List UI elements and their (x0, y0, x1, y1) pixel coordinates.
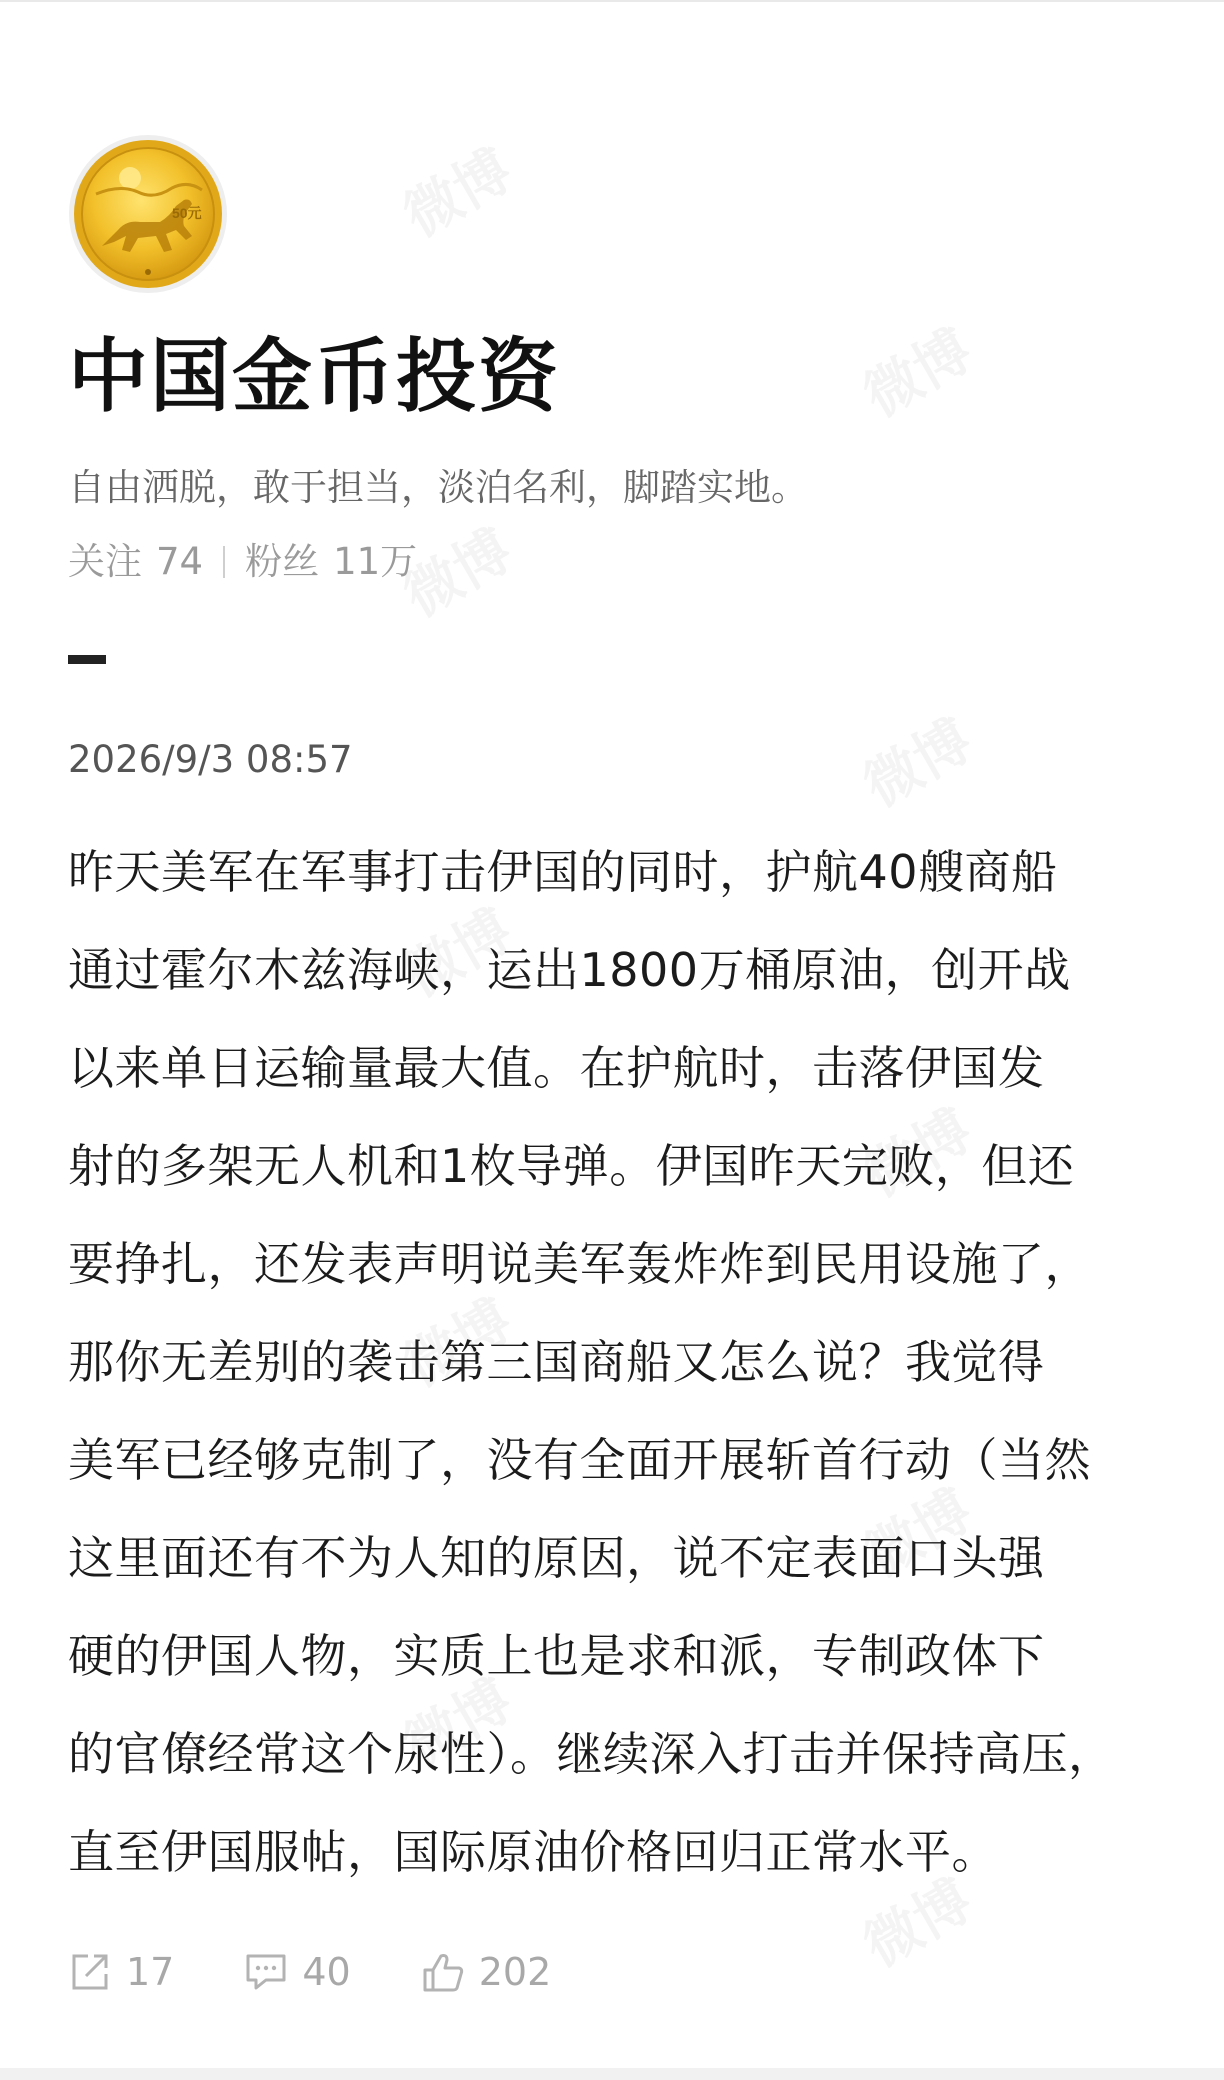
post-line: 要挣扎，还发表声明说美军轰炸炸到民用设施了， (68, 1237, 1091, 1291)
followers-label: 粉丝 (245, 540, 320, 583)
followers-link[interactable] (245, 532, 417, 592)
post-line: 射的多架无人机和1枚导弹。伊国昨天完败，但还 (68, 1139, 1075, 1193)
bottom-bar (0, 2068, 1224, 2080)
post-line: 美军已经够克制了，没有全面开展斩首行动（当然 (68, 1433, 1091, 1487)
repost-button[interactable] (68, 1950, 174, 1994)
post-line: 硬的伊国人物，实质上也是求和派，专制政体下 (68, 1629, 1045, 1683)
following-count: 74 (156, 540, 204, 583)
post-actions (68, 1950, 621, 1994)
section-divider (68, 655, 106, 664)
avatar[interactable] (68, 134, 228, 294)
post-timestamp: 2026/9/3 08:57 (68, 738, 353, 781)
post-line: 的官僚经常这个尿性）。继续深入打击并保持高压， (68, 1727, 1115, 1781)
comment-button[interactable] (244, 1950, 350, 1994)
profile-bio: 自由洒脱，敢于担当，淡泊名利，脚踏实地。 (68, 466, 808, 509)
followers-count: 11万 (333, 540, 418, 583)
thumbs-up-icon (421, 1950, 465, 1994)
post-line: 直至伊国服帖，国际原油价格回归正常水平。 (68, 1825, 998, 1879)
coin-denomination: 50元 (172, 205, 202, 221)
watermark (848, 697, 985, 822)
profile-stats (68, 532, 417, 592)
post-line: 以来单日运输量最大值。在护航时，击落伊国发 (68, 1041, 1045, 1095)
watermark (848, 307, 985, 432)
repost-icon (68, 1950, 112, 1994)
top-divider (0, 0, 1224, 2)
post-line: 这里面还有不为人知的原因，说不定表面口头强 (68, 1531, 1045, 1585)
like-count: 202 (478, 1950, 552, 1994)
post-line: 那你无差别的袭击第三国商船又怎么说？我觉得 (68, 1335, 1045, 1389)
post-content (68, 823, 1168, 1901)
watermark (388, 127, 525, 252)
following-label: 关注 (68, 540, 142, 583)
post-line: 通过霍尔木兹海峡，运出1800万桶原油，创开战 (68, 943, 1071, 997)
repost-count: 17 (126, 1950, 175, 1994)
following-link[interactable] (68, 532, 203, 592)
profile-name[interactable]: 中国金币投资 (68, 330, 560, 423)
like-button[interactable] (421, 1950, 552, 1994)
comment-count: 40 (302, 1950, 351, 1994)
stats-divider (223, 546, 225, 578)
post-line: 昨天美军在军事打击伊国的同时，护航40艘商船 (68, 845, 1058, 899)
gold-coin-horse-icon (68, 134, 228, 294)
comment-icon (244, 1950, 288, 1994)
